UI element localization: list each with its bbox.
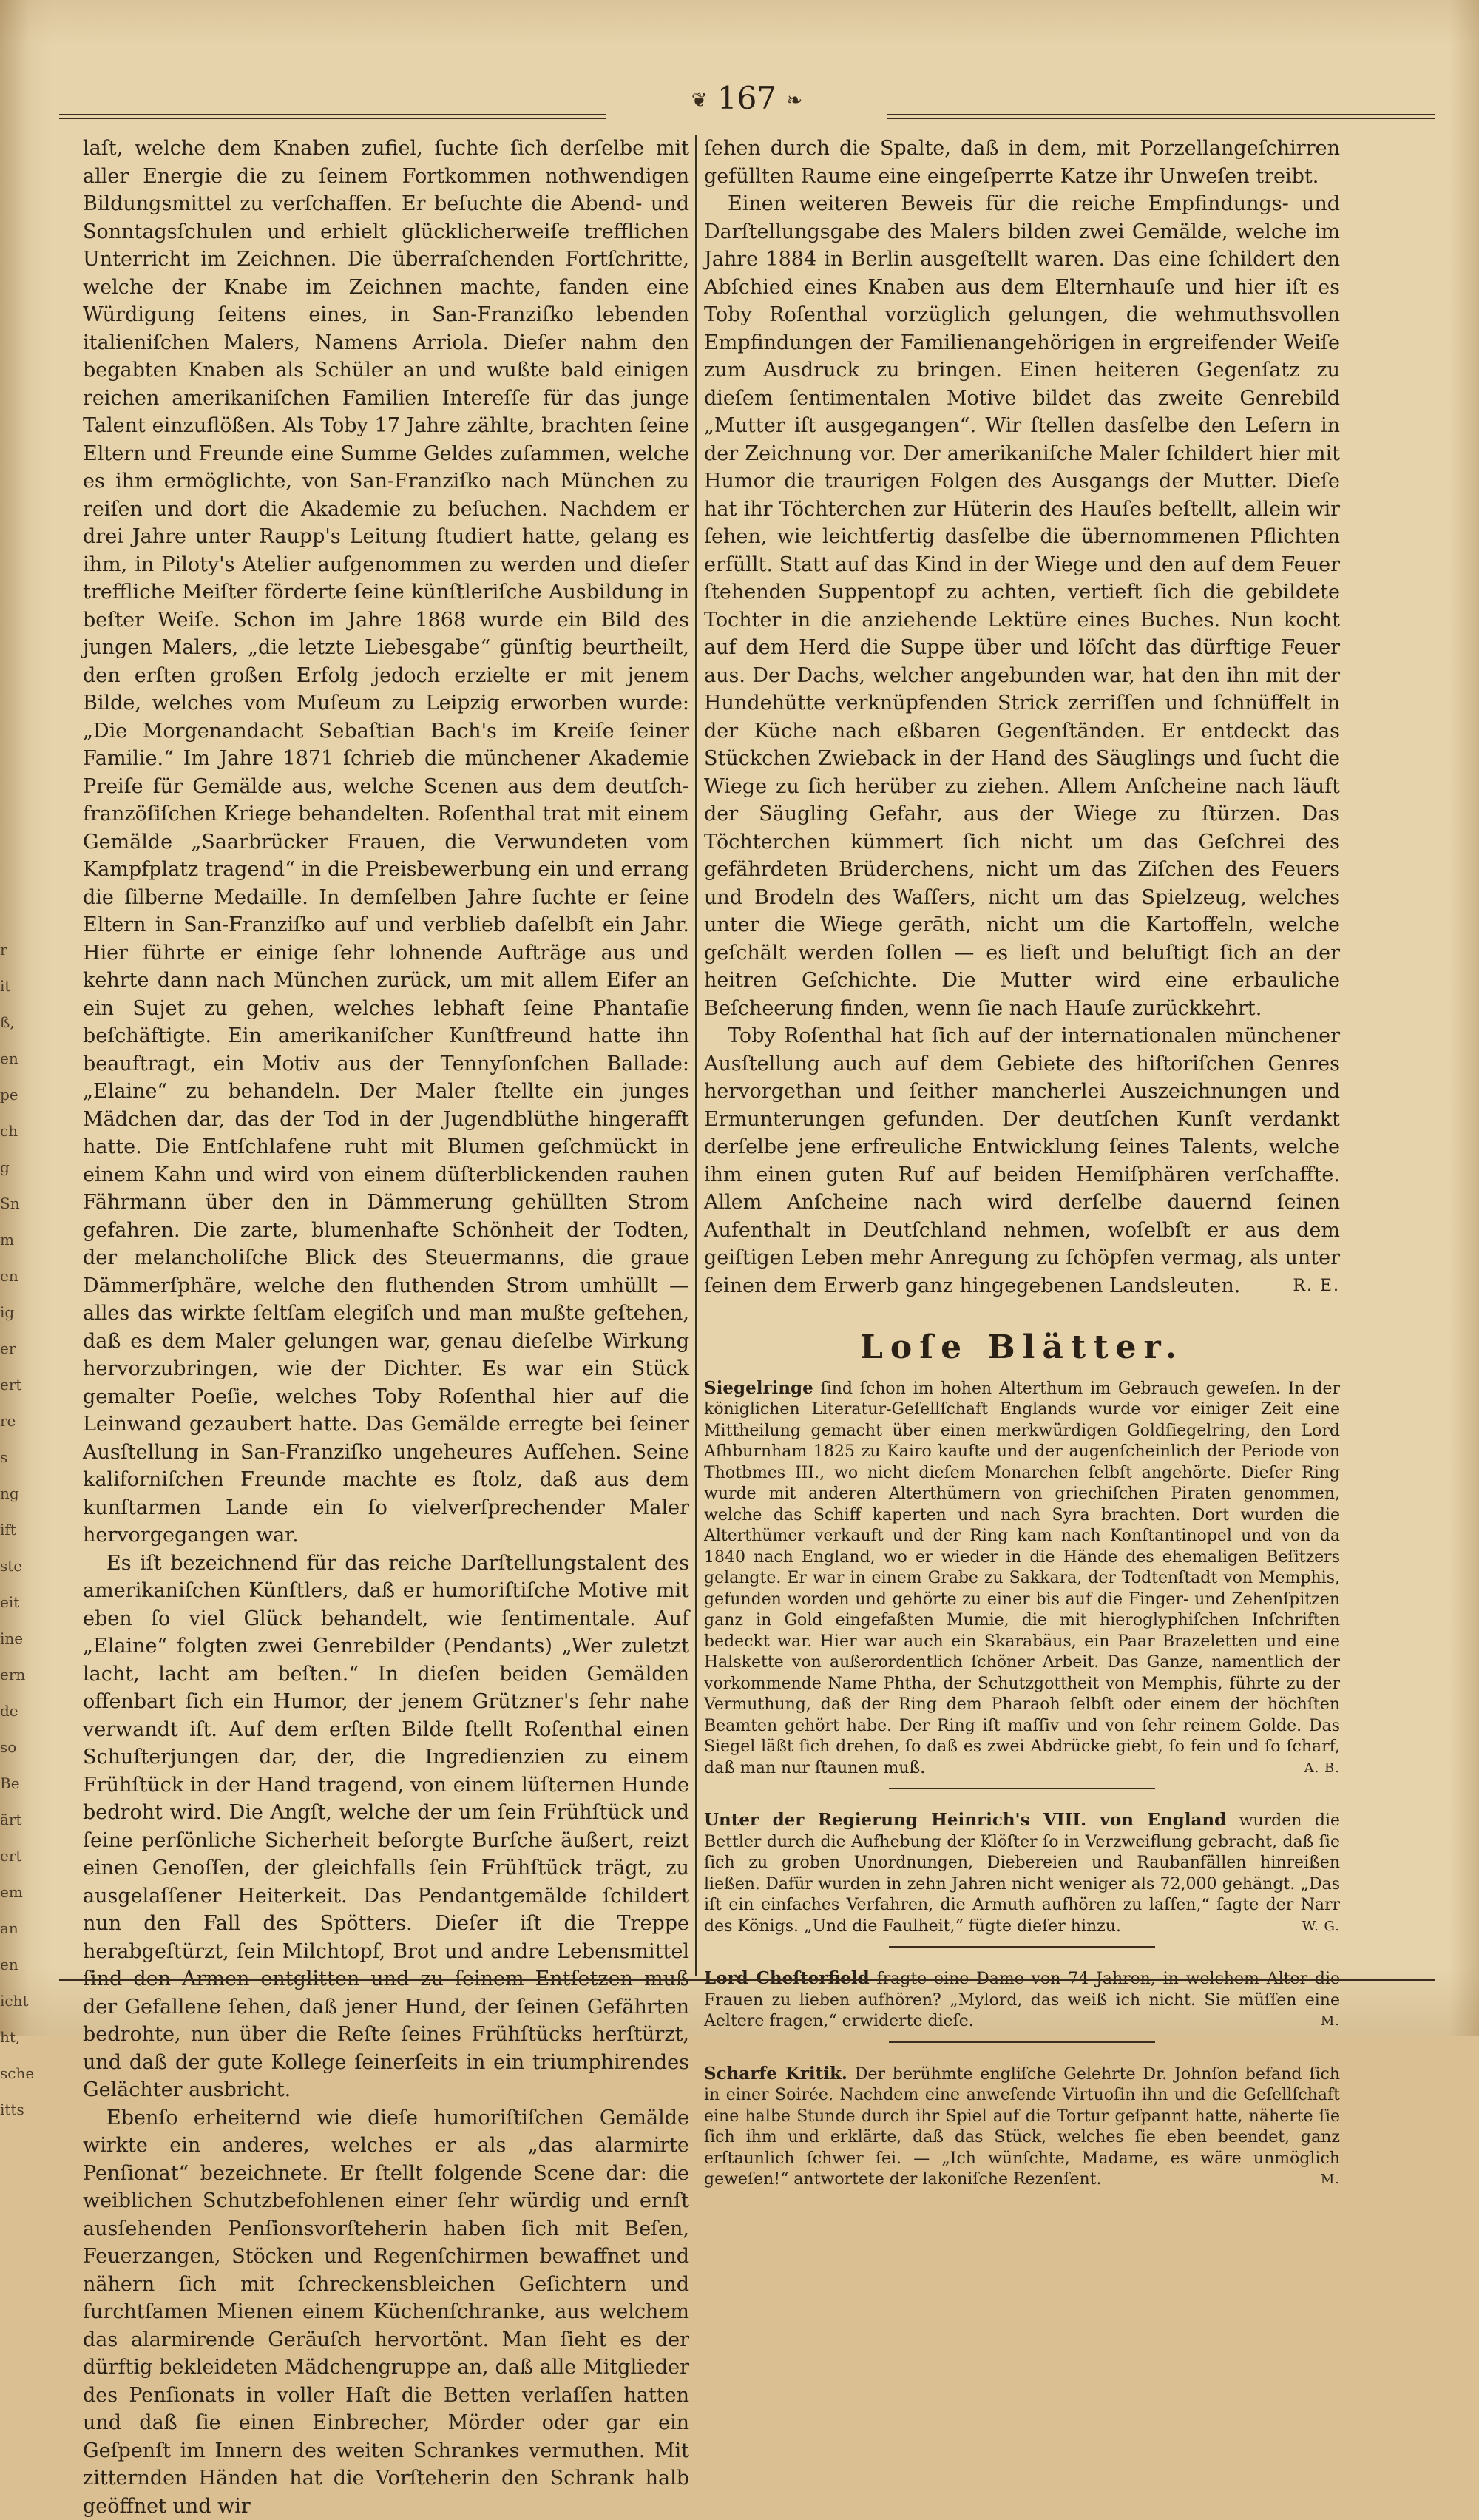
short-item-lead: Scharfe Kritik. [704, 2064, 847, 2084]
gutter-fragment: sche [0, 2055, 21, 2092]
gutter-fragment: em [0, 1874, 21, 1911]
gutter-fragment: it [0, 968, 21, 1004]
left-column [83, 135, 689, 2520]
page-number-value: 167 [717, 80, 776, 116]
gutter-fragment: pe [0, 1077, 21, 1113]
article-paragraph-text: Toby Roſenthal hat ſich auf der internationalen münchener Ausſtellung auch auf dem Gebiete des hiſtoriſchen Genres hervorgethan und ſeither mancherlei Auszeichnungen und Ermunterungen gefunden. Der deutſchen Kunſt verdankt derſelbe jene erfreuliche Entwicklung ſeines Talents, welche ihm einen guten Ruf auf beiden Hemiſphären verſchaffte. Allem Anſcheine nach wird derſelbe dauernd ſeinen Aufenthalt in Deutſchland nehmen, woſelbſt er aus dem geiſtigen Leben mehr Anregung zu ſchöpfen vermag, als unter ſeinen dem Erwerb ganz hingegebenen Landsleuten. [704, 1024, 1340, 1297]
gutter-fragment: ng [0, 1476, 21, 1512]
ornament-right-icon: ❧ [786, 89, 802, 112]
item-separator [889, 2041, 1155, 2043]
gutter-fragment: de [0, 1693, 21, 1729]
short-item [704, 1810, 1340, 1937]
footer-rule [59, 1979, 1435, 1984]
gutter-fragment: s [0, 1439, 21, 1476]
item-separator [889, 1788, 1155, 1789]
author-initials: M. [1321, 2011, 1340, 2033]
gutter-fragment: ine [0, 1621, 21, 1657]
article-paragraph: laſt, welche dem Knaben zufiel, ſuchte ſich derſelbe mit aller Energie die zu ſeinem Fortkommen nothwendigen Bildungsmittel zu verſchaffen. Er beſuchte die Abend- und Sonntagsſchulen und erhielt glücklicherweiſe trefflichen Unterricht im Zeichnen. Die überraſchenden Fortſchritte, welche der Knabe im Zeichnen machte, fanden eine Würdigung ſeitens eines, in San-Franziſko lebenden italieniſchen Malers, Namens Arriola. Dieſer nahm den begabten Knaben als Schüler an und wußte bald einigen reichen amerikaniſchen Familien Intereſſe für das junge Talent einzuflößen. Als Toby 17 Jahre zählte, brachten ſeine Eltern und Freunde eine Summe Geldes zuſammen, welche es ihm ermöglichte, von San-Franziſko nach München zu reiſen und dort die Akademie zu beſuchen. Nachdem er drei Jahre unter Raupp's Leitung ſtudiert hatte, gelang es ihm, in Piloty's Atelier aufgenommen zu werden und dieſer treffliche Meiſter förderte ſeine künſtleriſche Ausbildung in beſter Weiſe. Schon im Jahre 1868 wurde ein Bild des jungen Malers, „die letzte Liebesgabe“ günſtig beurtheilt, den erſten großen Erfolg jedoch erzielte er mit jenem Bilde, welches vom Muſeum zu Leipzig erworben wurde: „Die Morgenandacht Sebaſtian Bach's im Kreiſe ſeiner Familie.“ Im Jahre 1871 ſchrieb die münchener Akademie Preiſe für Gemälde aus, welche Scenen aus dem deutſch-franzöſiſchen Kriege behandelten. Roſenthal trat mit einem Gemälde „Saarbrücker Frauen, die Verwundeten vom Kampfplatz tragend“ in die Preisbewerbung ein und errang die ſilberne Medaille. In demſelben Jahre ſuchte er ſeine Eltern in San-Franziſko auf und verblieb daſelbſt ein Jahr. Hier führte er einige ſehr lohnende Aufträge aus und kehrte dann nach München zurück, um mit allem Eifer an ein Sujet zu gehen, welches lebhaft ſeine Phantaſie beſchäftigte. Ein amerikaniſcher Kunſtfreund hatte ihn beauftragt, ein Motiv aus der Tennyſonſchen Ballade: „Elaine“ zu behandeln. Der Maler ſtellte ein junges Mädchen dar, das der Tod in der Jugendblüthe hingerafft hatte. Die Entſchlafene ruht mit Blumen geſchmückt in einem Kahn und wird von einem düſterblickenden rauhen Fährmann über den in Dämmerung gehüllten Strom gefahren. Die zarte, blumenhafte Schönheit der Todten, der melancholiſche Blick des Steuermanns, die graue Dämmerſphäre, welche den fluthenden Strom umhüllt — alles das wirkte ſeltſam elegiſch und man mußte geſtehen, daß es dem Maler gelungen war, genau dieſelbe Wirkung hervorzubringen, wie der Dichter. Es war ein Stück gemalter Poeſie, welches Toby Roſenthal hier auf die Leinwand gezaubert hatte. Das Gemälde erregte bei ſeiner Ausſtellung in San-Franziſko ungeheures Aufſehen. Seine kaliforniſchen Freunde machte es ſtolz, daß aus dem kunſtarmen Lande ein ſo vielverſprechender Maler hervorgegangen war. [83, 135, 689, 1550]
gutter-fragment: en [0, 1041, 21, 1077]
short-item [704, 2064, 1340, 2191]
gutter-fragment: eit [0, 1584, 21, 1621]
short-item [704, 1378, 1340, 1780]
page-number [651, 80, 843, 116]
short-item-lead: Lord Cheſterfield [704, 1968, 870, 1988]
ornament-left-icon: ❦ [691, 89, 708, 112]
header-rule-right [887, 114, 1435, 119]
gutter-fragment: ht, [0, 2019, 21, 2055]
author-initials: R. E. [1269, 1272, 1340, 1300]
gutter-fragment: ert [0, 1838, 21, 1874]
gutter-fragment: m [0, 1222, 21, 1258]
gutter-fragment: er [0, 1331, 21, 1367]
gutter-fragment: en [0, 1258, 21, 1294]
article-paragraph: Ebenſo erheiternd wie dieſe humoriſtiſchen Gemälde wirkte ein anderes, welches er als „das alarmirte Penſionat“ bezeichnete. Er ſtellt folgende Scene dar: die weiblichen Schutzbefohlenen einer ſehr würdig und ernſt ausſehenden Penſionsvorſteherin haben ſich mit Beſen, Feuerzangen, Stöcken und Regenſchirmen bewaffnet und nähern ſich mit ſchreckensbleichen Geſichtern und furchtſamen Mienen einem Küchenſchranke, aus welchem das alarmirende Geräuſch hervortönt. Man ſieht es der dürftig bekleideten Mädchengruppe an, daß alle Mitglieder des Penſionats in voller Haſt die Betten verlaſſen hatten und daß ſie einen Einbrecher, Mörder oder gar ein Geſpenſt im Innern des weiten Schrankes vermuthen. Mit zitternden Händen hat die Vorſteherin den Schrank halb geöffnet und wir [83, 2104, 689, 2520]
short-items-list [704, 1378, 1340, 2191]
article-paragraph: Einen weiteren Beweis für die reiche Empfindungs- und Darſtellungsgabe des Malers bilden zwei Gemälde, welche im Jahre 1884 in Berlin ausgeſtellt waren. Das eine ſchildert den Abſchied eines Knaben aus dem Elternhauſe und hier iſt es Toby Roſenthal vorzüglich gelungen, die wehmuthsvollen Empfindungen der Familienangehörigen in ergreifender Weiſe zum Ausdruck zu bringen. Einen heiteren Gegenſatz zu dieſem ſentimentalen Motive bildet das zweite Genrebild „Mutter iſt ausgegangen“. Wir ſtellen dasſelbe den Leſern in der Zeichnung vor. Der amerikaniſche Maler ſchildert hier mit Humor die traurigen Folgen des Ausgangs der Mutter. Dieſe hat ihr Töchterchen zur Hüterin des Hauſes beſtellt, allein wir ſehen, wie leichtfertig dasſelbe die übernommenen Pflichten erfüllt. Statt auf das Kind in der Wiege und den auf dem Feuer ſtehenden Suppentopf zu achten, vertieft ſich die gebildete Tochter in die anziehende Lektüre eines Buches. Nun kocht auf dem Herd die Suppe über und löſcht das dürftige Feuer aus. Der Dachs, welcher angebunden war, hat den ihn mit der Hundehütte verknüpfenden Strick zerriſſen und ſchnüffelt in der Küche nach eßbaren Gegenſtänden. Er entdeckt das Stückchen Zwieback in der Hand des Säuglings und ſucht die Wiege zu ſich herüber zu ziehen. Allem Anſcheine nach läuft der Säugling Gefahr, aus der Wiege zu ſtürzen. Das Töchterchen kümmert ſich nicht um das Geſchrei des gefährdeten Brüderchens, nicht um das Ziſchen des Feuers und Brodeln des Waſſers, nicht um das Spielzeug, welches unter die Wiege gerāth, nicht um die Kartoffeln, welche geſchält werden ſollen — es lieſt und beluſtigt ſich an der heitren Geſchichte. Die Mutter wird eine erbauliche Beſcheerung finden, wenn ſie nach Hauſe zurückkehrt. [704, 190, 1340, 1022]
gutter-fragment: ch [0, 1113, 21, 1149]
section-title: Loſe Blätter. [704, 1334, 1340, 1362]
short-item-text: fragte eine Dame von 74 Jahren, in welchem Alter die Frauen zu lieben aufhören? „Mylord, das weiß ich nicht. Sie müſſen eine Aeltere fragen,“ erwiderte dieſe. [704, 1970, 1340, 2030]
gutter-fragment: ste [0, 1548, 21, 1584]
short-item-lead: Siegelringe [704, 1378, 813, 1398]
gutter-fragment: icht [0, 1983, 21, 2019]
gutter-fragment: Sn [0, 1186, 21, 1222]
gutter-fragment: ig [0, 1294, 21, 1331]
gutter-fragment: ß, [0, 1004, 21, 1041]
short-item [704, 1968, 1340, 2033]
gutter-fragment: ern [0, 1657, 21, 1693]
gutter-fragment: itts [0, 2092, 21, 2128]
gutter-fragment: ert [0, 1367, 21, 1403]
item-separator [889, 1946, 1155, 1948]
short-item-text: ſind ſchon im hohen Alterthum im Gebrauch geweſen. In der königlichen Literatur-Geſellſchaft Englands wurde vor einiger Zeit eine Mittheilung gemacht über einen merkwürdigen Goldſiegelring, den Lord Aſhburnham 1825 zu Kairo kaufte und der augenſcheinlich der Periode von Thotbmes III., wo nicht dieſem Monarchen ſelbſt angehörte. Dieſer Ring wurde mit anderen Alterthümern von griechiſchen Piraten genommen, welche das Schiff kaperten und nach Syra brachten. Dort wurden die Alterthümer verkauft und der Ring kam nach Konſtantinopel und von da 1840 nach England, wo er wieder in die Hände des ehemaligen Beſitzers gelangte. Er war in einem Grabe zu Sakkara, der Todtenſtadt von Memphis, gefunden worden und gehörte zu einer bis auf die Finger- und Zehenſpitzen ganz in Gold eingefaßten Mumie, die mit hieroglyphiſchen Inſchriften bedeckt war. Hier war auch ein Skarabäus, ein Paar Brazeletten und eine Halskette von außerordentlich ſchöner Arbeit. Das Ganze, namentlich der vorkommende Name Phtha, der Schutzgottheit von Memphis, führte zu der Vermuthung, daß der Ring dem Pharaoh ſelbſt oder einem der höchſten Beamten gehört habe. Der Ring iſt maſſiv und von ſehr reinem Golde. Das Siegel läßt ſich drehen, ſo daß es zwei Abdrücke giebt, ſo fein und ſo ſcharf, daß man nur ſtaunen muß. [704, 1379, 1340, 1777]
gutter-fragment: re [0, 1403, 21, 1439]
adjacent-page-fragment [0, 932, 21, 2012]
header-rule-left [59, 114, 606, 119]
gutter-fragment: ift [0, 1512, 21, 1548]
author-initials: A. B. [1304, 1758, 1340, 1780]
gutter-fragment: an [0, 1911, 21, 1947]
short-item-text: wurden die Bettler durch die Aufhebung der Klöſter ſo in Verzweiflung gebracht, daß ſie ſich zu groben Unordnungen, Diebereien und Raubanfällen hinreißen ließen. Dafür wurden in zehn Jahren nicht weniger als 72,000 gehängt. „Das iſt ein einfaches Verfahren, die Armuth aufhören zu laſſen,“ ſagte der Narr des Königs. „Und die Faulheit,“ fügte dieſer hinzu. [704, 1811, 1340, 1936]
article-paragraph: Es iſt bezeichnend für das reiche Darſtellungstalent des amerikaniſchen Künſtlers, daß er humoriſtiſche Motive mit eben ſo viel Glück behandelt, wie ſentimentale. Auf „Elaine“ folgten zwei Genrebilder (Pendants) „Wer zuletzt lacht, lacht am beſten.“ In dieſen beiden Gemälden offenbart ſich ein Humor, der jenem Grützner's ſehr nahe verwandt iſt. Auf dem erſten Bilde ſtellt Roſenthal einen Schuſterjungen dar, der, die Ingredienzien zu einem Frühſtück in der Hand tragend, von einem lüſternen Hunde bedroht wird. Die Angſt, welche der um ſein Frühſtück und ſeine perſönliche Sicherheit beſorgte Burſche äußert, reizt einen Genoſſen, der gleichfalls ſein Frühſtück trägt, zu ausgelaſſener Heiterkeit. Das Pendantgemälde ſchildert nun den Fall des Spötters. Dieſer iſt die Treppe herabgeſtürzt, ſein Milchtopf, Brot und andre Lebensmittel ſind den Armen entglitten und zu ſeinem Entſetzen muß der Gefallene ſehen, daß jener Hund, der ſeinen Gefährten bedrohte, nun über die Reſte ſeines Frühſtücks herſtürzt, und daß der gute Kollege ſeinerſeits in ein triumphirendes Gelächter ausbricht. [83, 1550, 689, 2104]
gutter-fragment: r [0, 932, 21, 968]
gutter-fragment: g [0, 1149, 21, 1186]
gutter-fragment: Be [0, 1766, 21, 1802]
gutter-fragment: en [0, 1947, 21, 1983]
gutter-fragment: so [0, 1729, 21, 1766]
short-item-lead: Unter der Regierung Heinrich's VIII. von England [704, 1810, 1226, 1830]
author-initials: M. [1321, 2169, 1340, 2191]
column-divider [695, 135, 697, 1976]
short-item-text: Der berühmte engliſche Gelehrte Dr. Johnſon befand ſich in einer Soirée. Nachdem eine anweſende Virtuoſin ihn und die Geſellſchaft eine halbe Stunde durch ihr Spiel auf die Tortur geſpannt hatte, näherte ſie ſich ihm und erklärte, daß das Stück, welches ſie eben beendet, ganz erſtaunlich ſchwer ſei. — „Ich wünſchte, Madame, es wäre unmöglich geweſen!“ antwortete der lakoniſche Rezenſent. [704, 2065, 1340, 2189]
article-paragraph [704, 1022, 1340, 1300]
right-column [704, 135, 1340, 2191]
page-header [59, 80, 1435, 121]
article-paragraph: ſehen durch die Spalte, daß in dem, mit Porzellangeſchirren gefüllten Raume eine eingeſperrte Katze ihr Unweſen treibt. [704, 135, 1340, 190]
author-initials: W. G. [1302, 1916, 1340, 1938]
gutter-fragment: ärt [0, 1802, 21, 1838]
